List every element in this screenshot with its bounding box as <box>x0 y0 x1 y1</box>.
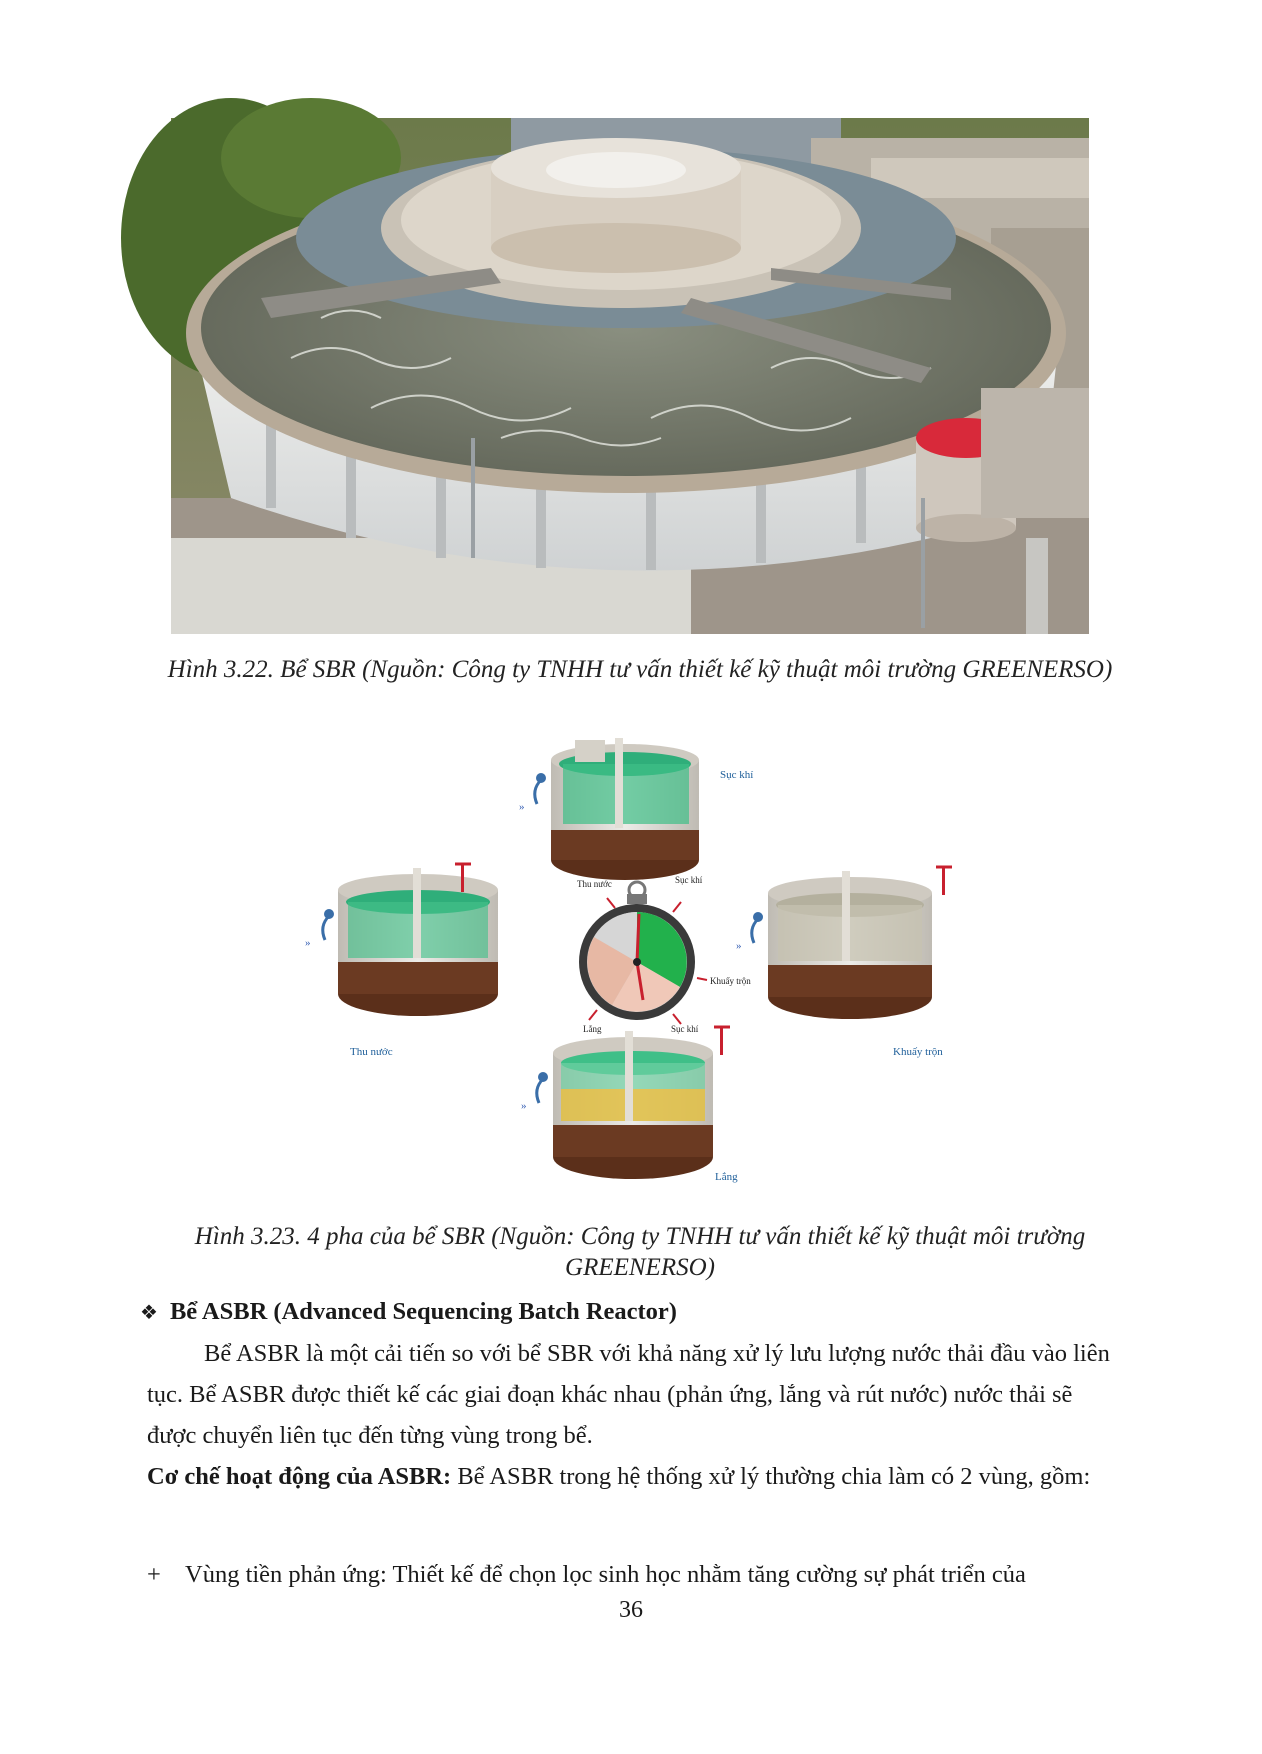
mechanism-text: Bể ASBR trong hệ thống xử lý thường chia làm có 2 vùng, gồm: <box>451 1463 1091 1490</box>
list-marker: + <box>147 1561 161 1588</box>
sbr-aerial-photo <box>171 118 1089 634</box>
clock-label-suc-khi-bottom: Sục khí <box>671 1024 699 1034</box>
mechanism-label: Cơ chế hoạt động của ASBR: <box>147 1463 452 1490</box>
list-item-text: Vùng tiền phản ứng: Thiết kế để chọn lọc sinh học nhằm tăng cường sự phát triển của <box>185 1561 1026 1588</box>
list-item-pre-reaction <box>147 1558 1122 1592</box>
svg-text:»: » <box>521 1100 527 1112</box>
svg-text:»: » <box>519 801 525 813</box>
clock-label-thu-nuoc: Thu nước <box>577 879 612 889</box>
figure-caption-3-22: Hình 3.22. Bể SBR (Nguồn: Công ty TNHH tư vấn thiết kế kỹ thuật môi trường GREENERSO) <box>167 656 1113 683</box>
sbr-phases-figure <box>305 730 965 1195</box>
clock-label-suc-khi-top: Sục khí <box>675 875 703 885</box>
tank-fill <box>305 864 498 1016</box>
label-suc-khi: Sục khí <box>720 769 754 781</box>
sbr-phases-drawing <box>305 730 965 1195</box>
phase-clock <box>579 882 707 1024</box>
label-khuay-tron: Khuấy trộn <box>893 1046 943 1058</box>
section-heading <box>140 1296 677 1328</box>
paragraph-mechanism <box>147 1456 1122 1497</box>
label-lang: Lắng <box>715 1171 738 1183</box>
heading-text: Bể ASBR (Advanced Sequencing Batch Reactor) <box>169 1298 677 1325</box>
paragraph-asbr-intro: Bể ASBR là một cải tiến so với bể SBR với khả năng xử lý lưu lượng nước thải đầu vào liên tục. Bể ASBR được thiết kế các giai đoạn khác nhau (phản ứng, lắng và rút nước) nước thải sẽ được chuyển liên tục đến từng vùng trong bể. <box>147 1340 1110 1449</box>
tank-mixing <box>736 867 952 1019</box>
svg-text:»: » <box>305 937 311 949</box>
label-thu-nuoc: Thu nước <box>350 1046 393 1058</box>
tank-settling <box>521 1027 730 1179</box>
clock-label-khuay-tron: Khuấy trộn <box>710 976 751 986</box>
svg-text:»: » <box>736 940 742 952</box>
page-number: 36 <box>619 1597 643 1623</box>
figure-caption-3-23: Hình 3.23. 4 pha của bể SBR (Nguồn: Công ty TNHH tư vấn thiết kế kỹ thuật môi trường GREENERSO) <box>194 1223 1086 1281</box>
heading-bullet: ❖ <box>140 1300 158 1324</box>
sbr-photo-drawing <box>171 118 1089 634</box>
tank-aeration <box>519 738 699 880</box>
clock-label-lang: Lắng <box>583 1024 602 1034</box>
